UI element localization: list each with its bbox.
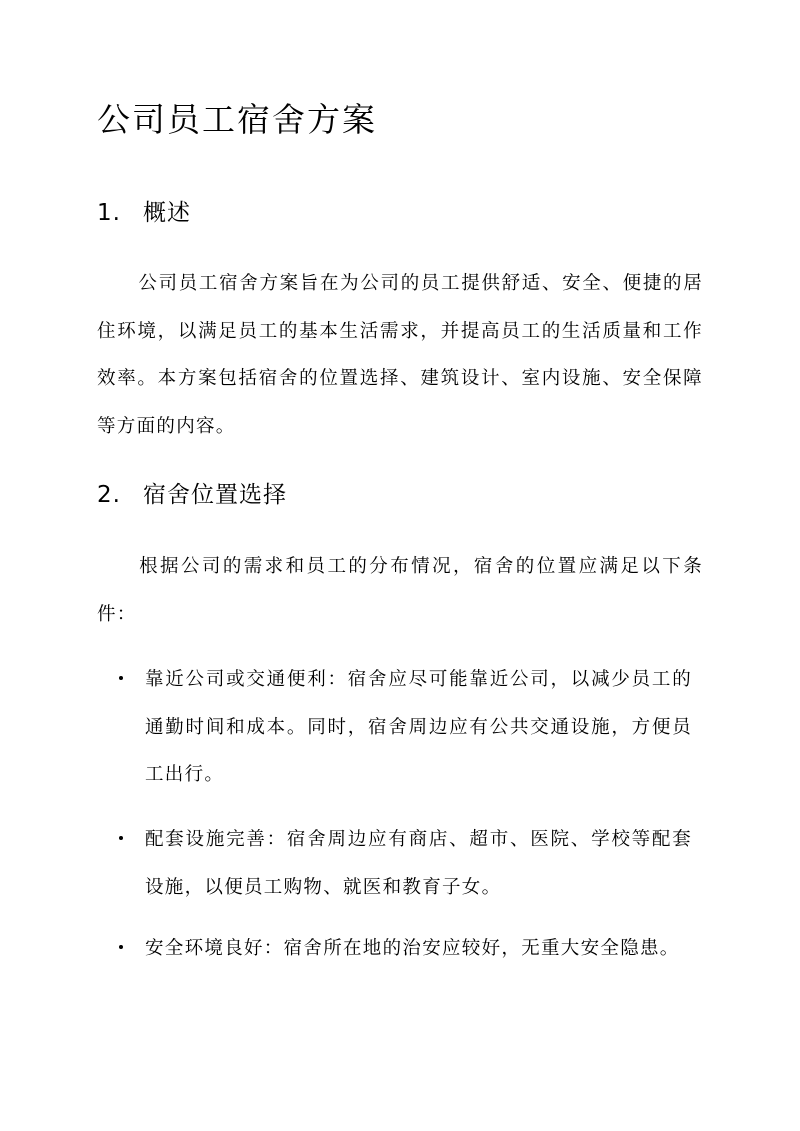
list-item-text: 安全环境良好：宿舍所在地的治安应较好，无重大安全隐患。 — [145, 938, 680, 959]
section-number: 1. — [97, 200, 121, 226]
paragraph-text: 根据公司的需求和员工的分布情况，宿舍的位置应满足以下条件： — [97, 556, 703, 625]
bullet-icon — [119, 836, 123, 840]
section-heading-location — [97, 478, 287, 512]
bullet-icon — [119, 676, 123, 680]
location-intro-paragraph — [97, 543, 703, 638]
section-title: 概述 — [143, 200, 191, 226]
list-item-text: 配套设施完善：宿舍周边应有商店、超市、医院、学校等配套设施，以便员工购物、就医和教育子女。 — [145, 829, 692, 898]
list-item-text: 靠近公司或交通便利：宿舍应尽可能靠近公司，以减少员工的通勤时间和成本。同时，宿舍周边应有公共交通设施，方便员工出行。 — [145, 669, 692, 785]
section-heading-overview — [97, 196, 191, 230]
section-number: 2. — [97, 482, 121, 508]
bullet-icon — [119, 945, 123, 949]
paragraph-text: 公司员工宿舍方案旨在为公司的员工提供舒适、安全、便捷的居住环境，以满足员工的基本生活需求，并提高员工的生活质量和工作效率。本方案包括宿舍的位置选择、建筑设计、室内设施、安全保障等方面的内容。 — [97, 273, 703, 437]
overview-paragraph — [97, 260, 703, 450]
section-title: 宿舍位置选择 — [143, 482, 287, 508]
document-title: 公司员工宿舍方案 — [97, 100, 377, 139]
